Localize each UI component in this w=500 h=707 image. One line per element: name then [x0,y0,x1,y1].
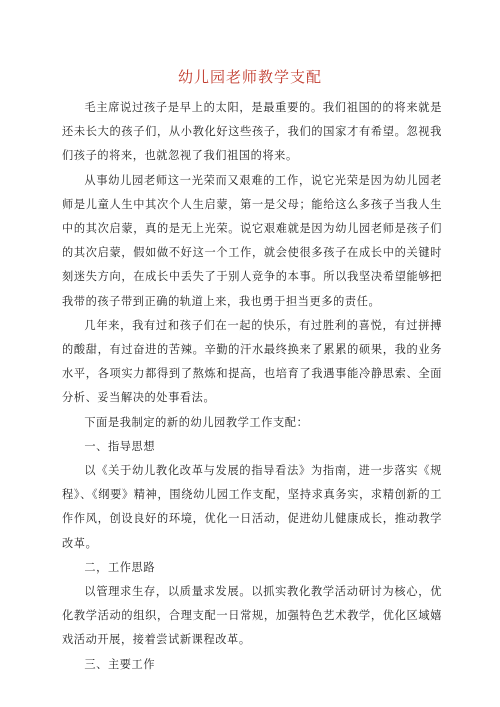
paragraph-work-approach: 以管理求生存，以质量求发展。以抓实教化教学活动研讨为核心，优化教学活动的组织，合理支配一日常规，加强特色艺术教学，优化区域嬉戏活动开展，接着尝试新课程改革。 [62,585,442,647]
paragraph-career: 从事幼儿园老师这一光荣而又艰难的工作，说它光荣是因为幼儿园老师是儿童人生中其次个人生启蒙，第一是父母；能给这么多孩子当我人生中的其次启蒙，真的是无上光荣。说它艰难就是因为幼儿园老师是孩子们的其次启蒙，假如做不好这一个工作，就会使很多孩子在成长中的关键时刻迷失方向，在成长中丢失了于别人竞争的本事。所以我坚决希望能够把我带的孩子带到正确的轨道上来，我也勇于担当更多的责任。 [62,173,442,308]
document-title: 幼儿园老师教学支配 [177,68,322,86]
paragraph-intro: 毛主席说过孩子是早上的太阳，是最重要的。我们祖国的的将来就是还未长大的孩子们，从小教化好这些孩子，我们的国家才有希望。忽视我们孩子的将来，也就忽视了我们祖国的将来。 [62,101,442,163]
paragraph-experience: 几年来，我有过和孩子们在一起的快乐，有过胜利的喜悦，有过拼搏的酸甜，有过奋进的苦辣。辛勤的汗水最终换来了累累的硕果，我的业务水平，各项实力都得到了熬炼和提高，也培育了我遇事能冷静思索、全面分析、妥当解决的处事看法。 [62,318,442,405]
section-heading-main-work: 三、主要工作 [84,657,156,671]
section-heading-work-approach: 二，工作思路 [84,560,156,574]
paragraph-guiding-thought: 以《关于幼儿教化改革与发展的指导看法》为指南，进一步落实《规程》、《纲要》精神，围绕幼儿园工作支配，坚持求真务实，求精创新的工作作风，创设良好的环境，优化一日活动，促进幼儿健康成长，推动教学改革。 [62,464,442,550]
paragraph-plan-intro: 下面是我制定的新的幼儿园教学工作支配： [84,415,309,429]
document-body [62,96,442,677]
section-heading-guiding-thought: 一、指导思想 [84,439,156,453]
